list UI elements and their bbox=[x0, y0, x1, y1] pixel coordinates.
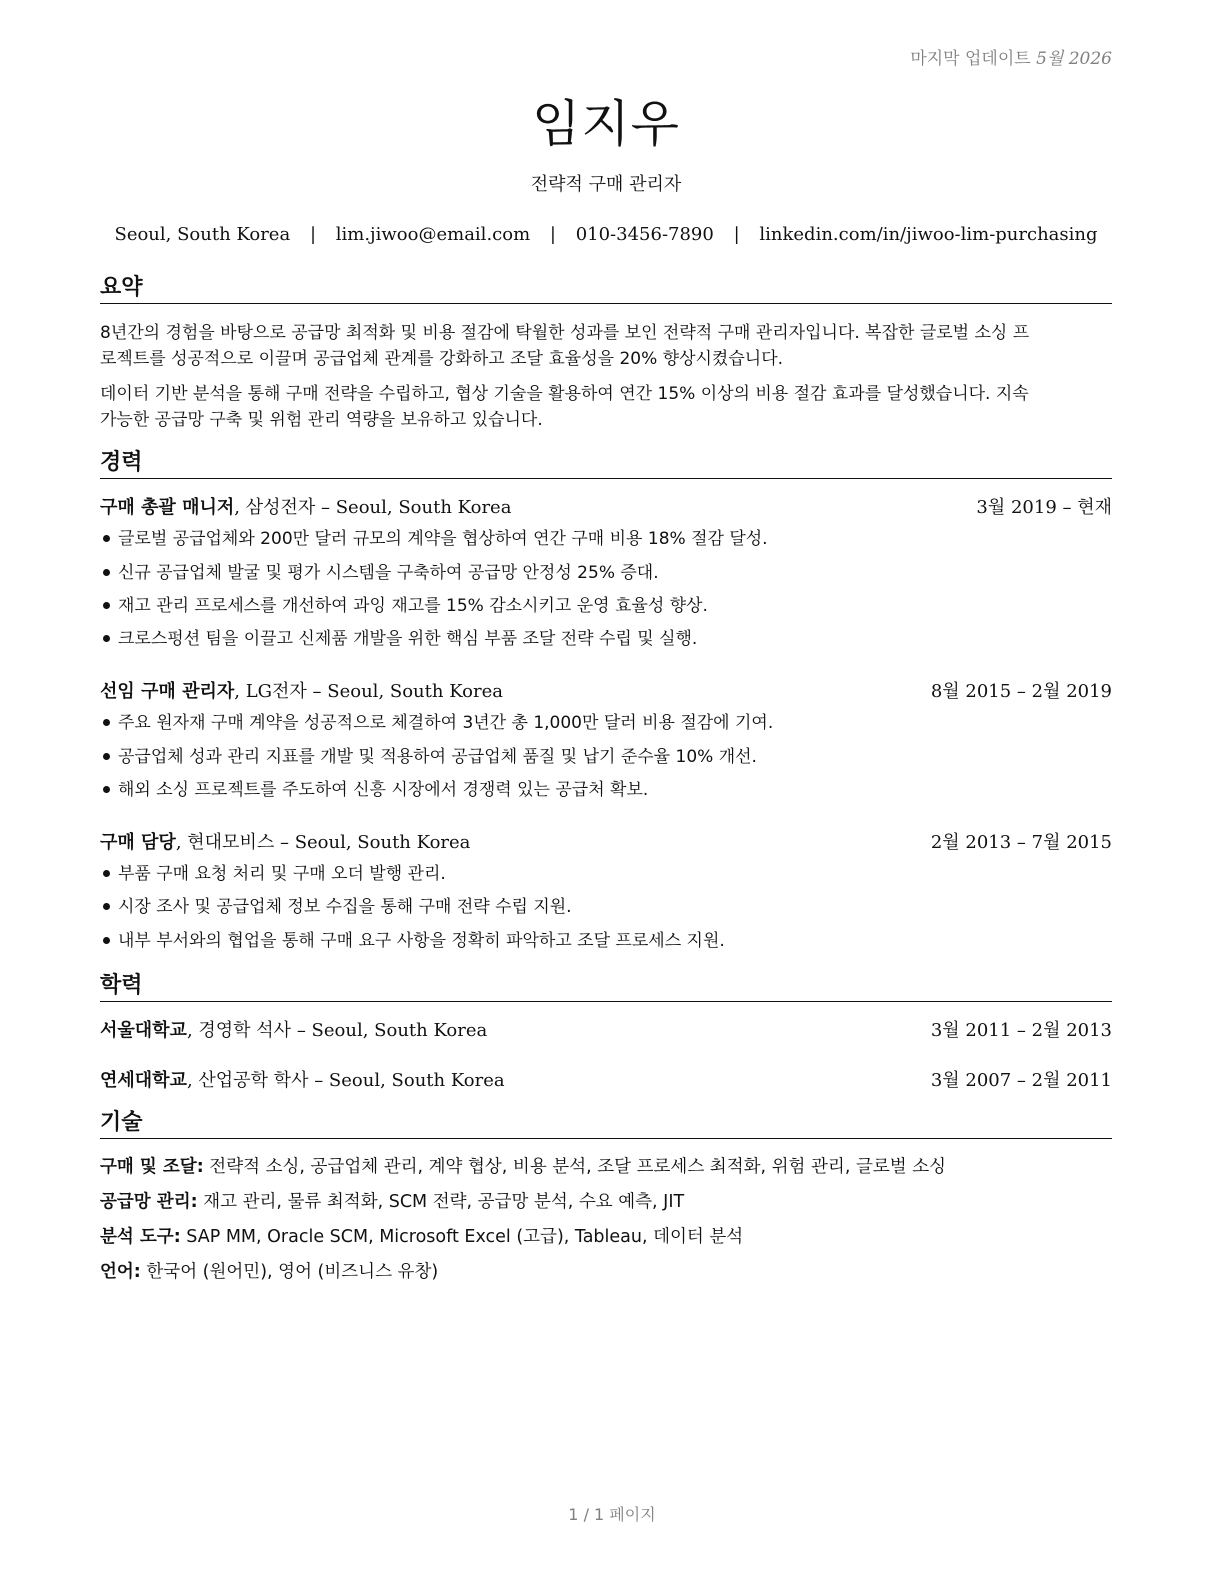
job-bullet: 공급업체 성과 관리 지표를 개발 및 적용하여 공급업체 품질 및 납기 준수율 10% 개선. bbox=[100, 745, 1112, 769]
job-dates: 8월 2015 – 2월 2019 bbox=[930, 681, 1112, 702]
contact-linkedin[interactable]: linkedin.com/in/jiwoo-lim-purchasing bbox=[759, 224, 1098, 245]
job-role: 구매 담당 bbox=[100, 832, 176, 853]
bullet-icon bbox=[103, 903, 110, 910]
last-updated bbox=[910, 44, 1112, 69]
job-location: – Seoul, South Korea bbox=[279, 832, 471, 853]
job-bullet: 시장 조사 및 공급업체 정보 수집을 통해 구매 전략 수립 지원. bbox=[100, 895, 1112, 919]
education-school: 연세대학교 bbox=[100, 1070, 187, 1091]
job-bullet: 주요 원자재 구매 계약을 성공적으로 체결하여 3년간 총 1,000만 달러 비용 절감에 기여. bbox=[100, 711, 1112, 735]
section-heading-skills: 기술 bbox=[100, 1109, 1112, 1139]
last-updated-label: 마지막 업데이트 bbox=[910, 49, 1031, 69]
bullet-icon bbox=[103, 602, 110, 609]
skill-label: 구매 및 조달: bbox=[100, 1157, 204, 1177]
skill-row bbox=[100, 1190, 1112, 1214]
education-degree: 산업공학 학사 bbox=[198, 1070, 309, 1091]
skill-label: 언어: bbox=[100, 1262, 141, 1282]
contact-separator: | bbox=[733, 224, 740, 245]
job-bullet: 크로스펑션 팀을 이끌고 신제품 개발을 위한 핵심 부품 조달 전략 수립 및 실행. bbox=[100, 627, 1112, 651]
skill-row bbox=[100, 1225, 1112, 1249]
job-role: 선임 구매 관리자 bbox=[100, 681, 235, 702]
skill-value: SAP MM, Oracle SCM, Microsoft Excel (고급), Tableau, 데이터 분석 bbox=[186, 1227, 744, 1247]
skill-row bbox=[100, 1155, 1112, 1179]
bullet-icon bbox=[103, 535, 110, 542]
summary-line: 8년간의 경험을 바탕으로 공급망 최적화 및 비용 절감에 탁월한 성과를 보인 전략적 구매 관리자입니다. 복잡한 글로벌 소싱 프 bbox=[100, 323, 1030, 343]
education-dates: 3월 2007 – 2월 2011 bbox=[930, 1070, 1112, 1091]
job-bullet: 내부 부서와의 협업을 통해 구매 요구 사항을 정확히 파악하고 조달 프로세스 지원. bbox=[100, 929, 1112, 953]
job-location: – Seoul, South Korea bbox=[321, 497, 512, 518]
job-company: 삼성전자 bbox=[245, 497, 316, 518]
summary-line: 로젝트를 성공적으로 이끌며 공급업체 관계를 강화하고 조달 효율성을 20% 향상시켰습니다. bbox=[100, 349, 784, 369]
bullet-icon bbox=[103, 786, 110, 793]
summary-paragraph bbox=[100, 320, 1112, 372]
summary-paragraph bbox=[100, 381, 1112, 433]
last-updated-year: 2026 bbox=[1068, 49, 1112, 69]
job-bullet: 재고 관리 프로세스를 개선하여 과잉 재고를 15% 감소시키고 운영 효율성 향상. bbox=[100, 594, 1112, 618]
section-heading-experience: 경력 bbox=[100, 449, 1112, 479]
job-dates: 3월 2019 – 현재 bbox=[976, 497, 1112, 518]
education-degree: 경영학 석사 bbox=[198, 1020, 292, 1041]
candidate-name: 임지우 bbox=[532, 95, 680, 153]
section-heading-education: 학력 bbox=[100, 972, 1112, 1002]
job-company: LG전자 bbox=[245, 681, 307, 702]
contact-phone: 010-3456-7890 bbox=[575, 224, 714, 245]
skill-label: 분석 도구: bbox=[100, 1227, 181, 1247]
education-dates: 3월 2011 – 2월 2013 bbox=[930, 1020, 1112, 1041]
summary-line: 가능한 공급망 구축 및 위험 관리 역량을 보유하고 있습니다. bbox=[100, 410, 543, 430]
summary-line: 데이터 기반 분석을 통해 구매 전략을 수립하고, 협상 기술을 활용하여 연간 15% 이상의 비용 절감 효과를 달성했습니다. 지속 bbox=[100, 384, 1029, 404]
job-bullet: 글로벌 공급업체와 200만 달러 규모의 계약을 협상하여 연간 구매 비용 18% 절감 달성. bbox=[100, 527, 1112, 551]
bullet-icon bbox=[103, 569, 110, 576]
job-bullet: 해외 소싱 프로젝트를 주도하여 신흥 시장에서 경쟁력 있는 공급처 확보. bbox=[100, 778, 1112, 802]
skill-value: 재고 관리, 물류 최적화, SCM 전략, 공급망 분석, 수요 예측, JIT bbox=[203, 1192, 685, 1212]
job-role: 구매 총괄 매니저 bbox=[100, 497, 235, 518]
contact-line bbox=[100, 224, 1112, 245]
bullet-icon bbox=[103, 937, 110, 944]
education-school: 서울대학교 bbox=[100, 1020, 187, 1041]
section-heading-summary: 요약 bbox=[100, 274, 1112, 304]
job-bullet: 신규 공급업체 발굴 및 평가 시스템을 구축하여 공급망 안정성 25% 증대. bbox=[100, 561, 1112, 585]
job-company: 현대모비스 bbox=[187, 832, 275, 853]
bullet-icon bbox=[103, 719, 110, 726]
job-bullet: 부품 구매 요청 처리 및 구매 오더 발행 관리. bbox=[100, 862, 1112, 886]
contact-separator: | bbox=[549, 224, 556, 245]
bullet-icon bbox=[103, 870, 110, 877]
skill-value: 한국어 (원어민), 영어 (비즈니스 유창) bbox=[146, 1262, 439, 1282]
candidate-title: 전략적 구매 관리자 bbox=[530, 174, 682, 195]
last-updated-month: 5월 bbox=[1036, 49, 1064, 69]
job-dates: 2월 2013 – 7월 2015 bbox=[930, 832, 1112, 853]
page-indicator: 1 / 1 페이지 bbox=[568, 1505, 656, 1524]
resume-page: 마지막 업데이트 5월 2026 임지우 전략적 구매 관리자 Seoul, South Korea | lim.jiwoo@email.com | 010-3456-7890 | linkedin.com/in/jiwoo-lim-purchasing 요약 8년간의 경험을 바탕으로 공급망 최적화 및 비용 절감에 탁월한 성과를 보인 전략적 구매 관리자입니다. 복잡한 글로벌 소싱 프 로젝트를 성공적으로 이끌며 공급업체 관계를 강화하고 조달 효율성을 20% 향상시켰습니다. 데이터 기반 분석을 통해 구매 전략을 수립하고, 협상 기술을 활용하여 연간 15% 이상의 비용 절감 효과를 달성했습니다. 지속 가능한 공급망 구축 및 위험 관리 역량을 보유하고 있습니다. 경력 구매 총괄 매니저, 삼성전자 – Seoul, South Korea 3월 2019 – 현재 글로벌 공급업체와 200만 달러 규모의 계약을 협상하여 연간 구매 비용 18% 절감 달성. 신규 공급업체 발굴 및 평가 시스템을 구축하여 공급망 안정성 25% 증대. 재고 관리 프로세스를 개선하여 과잉 재고를 15% 감소시키고 운영 효율성 향상. 크로스펑션 팀을 이끌고 신제품 개발을 위한 핵심 부품 조달 전략 수립 및 실행. 선임 구매 관리자, LG전자 – Seoul, South Korea 8월 2015 – 2월 2019 주요 원자재 구매 계약을 성공적으로 체결하여 3년간 총 1,000만 달러 비용 절감에 기여. 공급업체 성과 관리 지표를 개발 및 적용하여 공급업체 품질 및 납기 준수율 10% 개선. 해외 소싱 프로젝트를 주도하여 신흥 시장에서 경쟁력 있는 공급처 확보. 구매 담당, 현대모비스 – Seoul, South Korea 2월 2013 – 7월 2015 부품 구매 요청 처리 및 구매 오더 발행 관리. 시장 조사 및 공급업체 정보 수집을 통해 구매 전략 수립 지원. 내부 부서와의 협업을 통해 구매 요구 사항을 정확히 파악하고 조달 프로세스 지원. 학력 서울대학교, 경영학 석사 – Seoul, South Korea 3월 2011 – 2월 2013 연세대학교, 산업공학 학사 – Seoul, South Korea 3월 2007 – 2월 2011 기술 구매 및 조달: 전략적 소싱, 공급업체 관리, 계약 협상, 비용 분석, 조달 프로세스 최적화, 위험 관리, 글로벌 소싱 공급망 관리: 재고 관리, 물류 최적화, SCM 전략, 공급망 분석, 수요 예측, JIT 분석 도구: SAP MM, Oracle SCM, Microsoft Excel (고급), Tableau, 데이터 분석 언어: 한국어 (원어민), 영어 (비즈니스 유창) bbox=[100, 0, 1112, 1584]
education-location: – Seoul, South Korea bbox=[296, 1020, 488, 1041]
bullet-icon bbox=[103, 635, 110, 642]
contact-separator: | bbox=[309, 224, 317, 245]
job-location: – Seoul, South Korea bbox=[312, 681, 503, 702]
education-location: – Seoul, South Korea bbox=[314, 1070, 505, 1091]
skill-value: 전략적 소싱, 공급업체 관리, 계약 협상, 비용 분석, 조달 프로세스 최적화, 위험 관리, 글로벌 소싱 bbox=[209, 1157, 947, 1177]
skill-row bbox=[100, 1260, 1112, 1284]
contact-location: Seoul, South Korea bbox=[114, 224, 291, 245]
skill-label: 공급망 관리: bbox=[100, 1192, 198, 1212]
bullet-icon bbox=[103, 753, 110, 760]
contact-email[interactable]: lim.jiwoo@email.com bbox=[335, 224, 531, 245]
